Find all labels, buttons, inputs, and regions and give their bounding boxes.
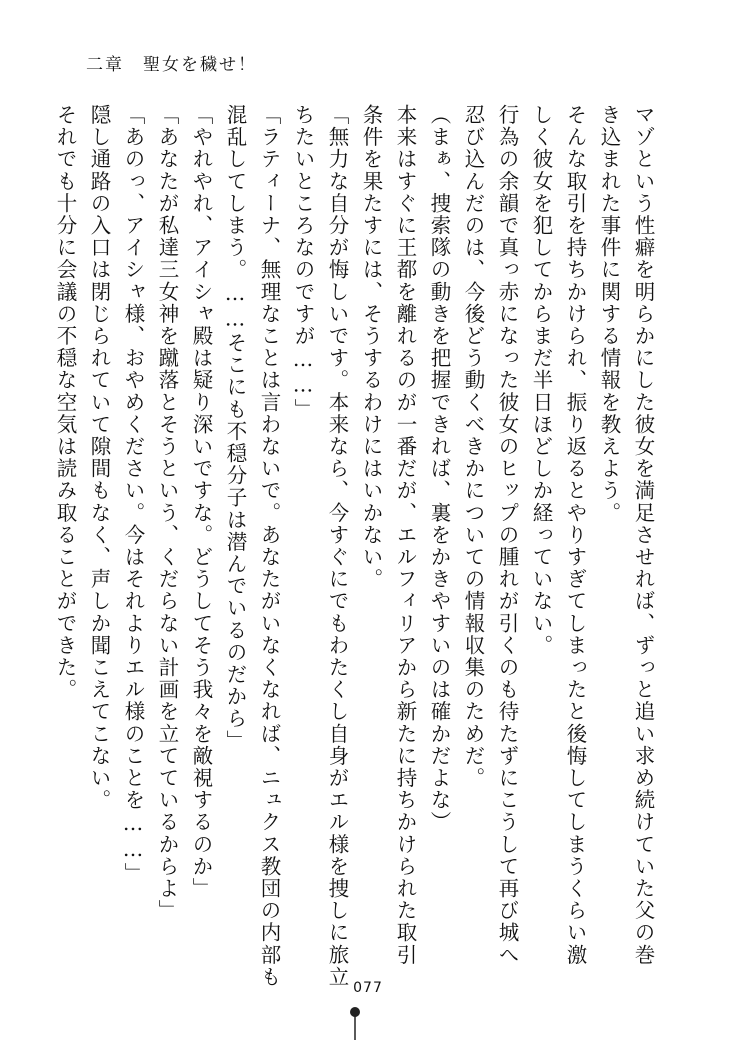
page-number: 077 [353,980,383,996]
text-column: それでも十分に会議の不穏な空気は読み取ることができた。 [53,104,77,701]
chapter-header: 二章 聖女を穢せ！ [86,55,257,75]
text-column: 「やれやれ、アイシャ殿は疑り深いですな。どうしてそう我々を敵視するのか」 [189,104,213,900]
text-column: 「ラティーナ、無理なことは言わないで。あなたがいなくなれば、ニュクス教団の内部も [257,104,281,988]
text-column: （まぁ、捜索隊の動きを把握できれば、裏をかきやすいのは確かだよな） [427,104,451,834]
text-column: そんな取引を持ちかけられ、振り返るとやりすぎてしまったと後悔してしまうくらい激 [563,104,587,966]
text-column: 「あのっ、アイシャ様、おやめください。今はそれよりエル様のことを……」 [121,104,145,885]
text-column: ちたいところなのですが……」 [291,104,315,421]
text-column: しく彼女を犯してからまだ半日ほどしか経っていない。 [529,104,553,657]
text-column: 本来はすぐに王都を離れるのが一番だが、エルフィリアから新たに持ちかけられた取引 [393,104,417,966]
page-marker-icon [345,1006,365,1040]
text-column: 混乱してしまう。……そこにも不穏分子は潜んでいるのだから」 [223,104,247,752]
text-column: 条件を果たすには、そうするわけにはいかない。 [359,104,383,591]
text-column: 隠し通路の入口は閉じられていて隙間もなく、声しか聞こえてこない。 [87,104,111,812]
text-column: 「あなたが私達三女神を蹴落とそうという、くだらない計画を立てているからよ」 [155,104,179,922]
text-column: き込まれた事件に関する情報を教えよう。 [597,104,621,524]
text-column: 忍び込んだのは、今後どう動くべきかについての情報収集のためだ。 [461,104,485,790]
text-column: 行為の余韻で真っ赤になった彼女のヒップの腫れが引くのも待たずにこうして再び城へ [495,104,519,966]
text-column: 「無力な自分が悔しいです。本来なら、今すぐにでもわたくし自身がエル様を捜しに旅立 [325,104,349,988]
text-column: マゾという性癖を明らかにした彼女を満足させれば、ずっと追い求め続けていた父の巻 [631,104,655,966]
